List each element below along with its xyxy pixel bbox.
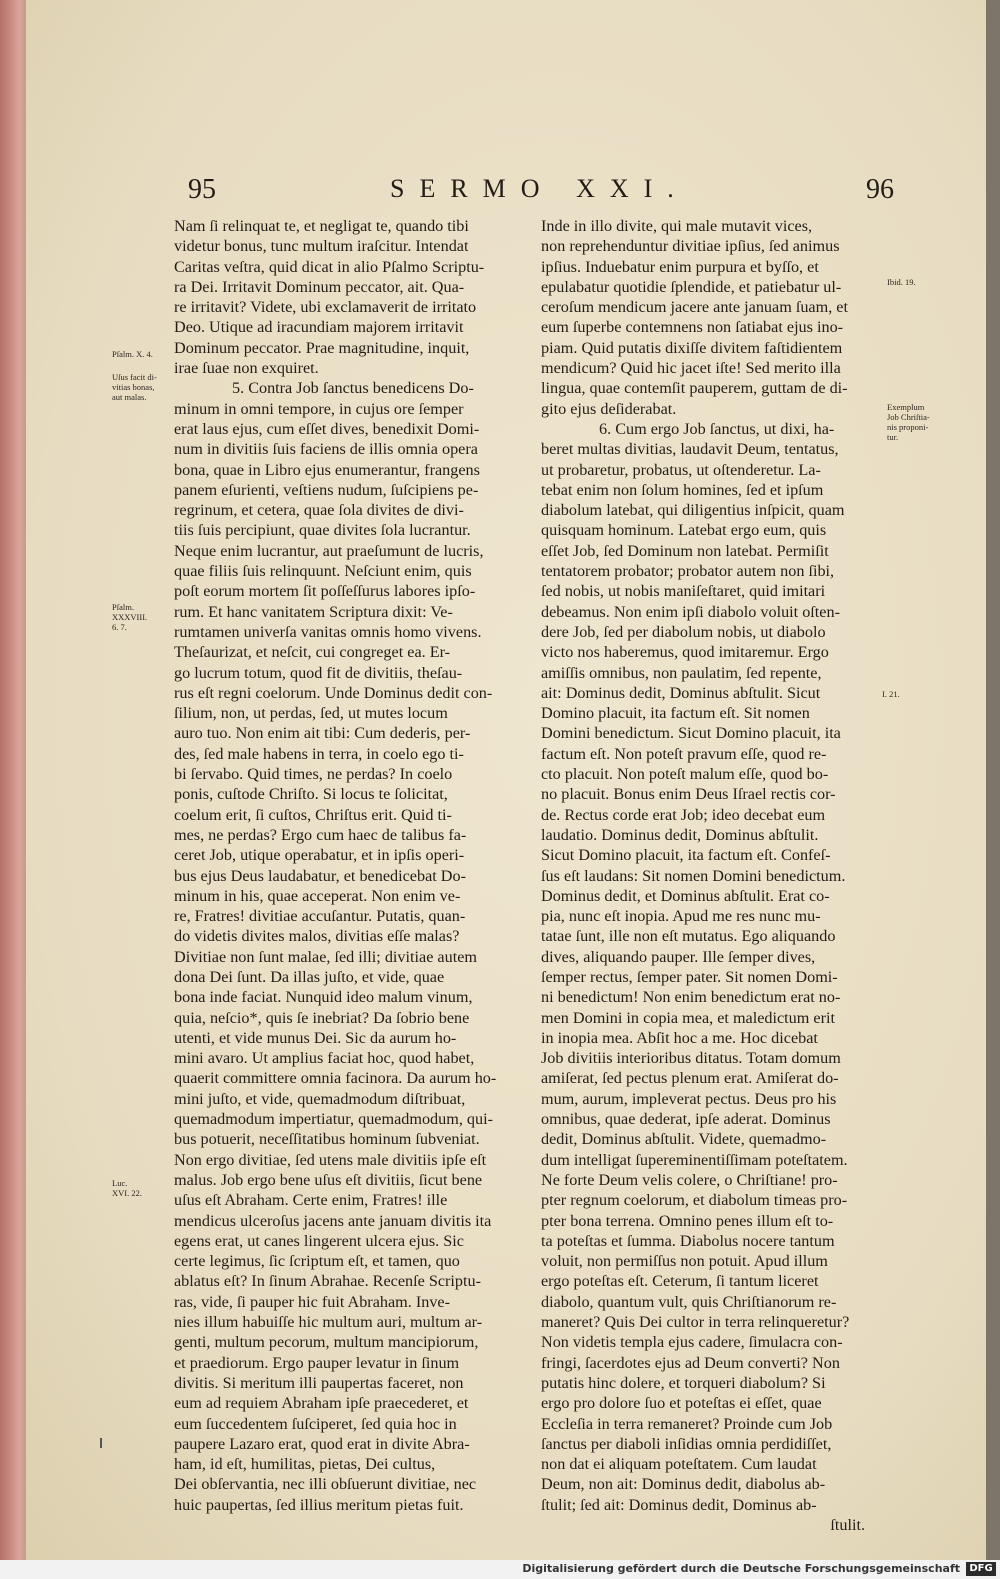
book-red-edge (0, 0, 26, 1560)
text-line: irae ſuae non exquiret. (174, 359, 319, 378)
text-line: pter bona terrena. Omnino penes illum eſt to- (541, 1211, 834, 1230)
text-line: Theſaurizat, et neſcit, cui congreget ea. Er- (174, 643, 451, 662)
text-line: epulabatur quotidie ſplendide, et patiebatur ul- (541, 277, 842, 296)
scan-mark (100, 1438, 102, 1448)
text-line: tebat enim non ſolum homines, ſed et ipſum (541, 480, 824, 499)
text-line: panem eſurienti, veſtiens nudum, ſuſcipiens pe- (174, 480, 479, 499)
text-column-right (541, 216, 885, 1535)
text-line: fringi, ſacerdotes ejus ad Deum converti? Non (541, 1353, 840, 1372)
text-line: cto placuit. Non poteſt malum eſſe, quod bo- (541, 765, 829, 784)
text-line: videtur bonus, tunc multum iraſcitur. Intendat (174, 237, 469, 256)
text-line: go lucrum totum, quod fit de divitiis, theſau- (174, 663, 463, 682)
text-line: poſt eorum mortem ſit poſſeſſurus labores ipſo- (174, 582, 476, 601)
text-line: 6. Cum ergo Job ſanctus, ut dixi, ha- (599, 419, 835, 438)
text-line: no placuit. Bonus enim Deus Iſrael rectis cor- (541, 785, 836, 804)
text-line: Deum, non ait: Dominus dedit, diabolus ab- (541, 1475, 826, 1494)
text-line: eum ſuccedentem ſuſciperet, ſed quia hoc in (174, 1414, 457, 1433)
text-line: ponis, cuſtode Chriſto. Si locus te ſolicitat, (174, 785, 448, 804)
text-line: Neque enim lucrantur, aut praeſumunt de lucris, (174, 541, 484, 560)
text-line: mendicus ulceroſus jacens ante januam divitis ita (174, 1211, 492, 1230)
text-line: non reprehenduntur divitiae ipſius, ſed animus (541, 237, 840, 256)
text-line: divitis. Si meritum illi paupertas faceret, non (174, 1373, 464, 1392)
text-line: do videtis divites malos, divitias eſſe malas? (174, 927, 460, 946)
text-line: ham, id eſt, humilitas, pietas, Dei cultus, (174, 1455, 436, 1474)
text-line: amiſerat, ſed pectus plenum erat. Amiſerat do- (541, 1069, 839, 1088)
text-line: rum. Et hanc vanitatem Scriptura dixit: Ve- (174, 602, 453, 621)
text-line: gito ejus deſiderabat. (541, 399, 677, 418)
text-line: tiis ſuis percipiunt, quae divites ſola lucrantur. (174, 521, 471, 540)
text-line: Inde in illo divite, qui male mutavit vices, (541, 217, 813, 235)
text-line: de. Rectus corde erat Job; ideo decebat eum (541, 805, 826, 824)
page-header (160, 172, 900, 212)
text-line: eum ſuperbe contemnens non ſatiabat ejus ino- (541, 318, 844, 337)
dfg-logo: DFG (966, 1562, 996, 1576)
text-line: egens erat, ut canes lingerent ulcera ejus. Sic (174, 1231, 464, 1250)
text-line: ut probaretur, probatus, ut oſtenderetur. La- (541, 460, 821, 479)
text-line: genti, multum pecorum, multum mancipiorum, (174, 1333, 479, 1352)
text-line: utenti, et vide munus Dei. Sic da aurum ho- (174, 1028, 457, 1047)
text-line: bus potuerit, neceſſitatibus hominum ſubveniat. (174, 1130, 480, 1149)
text-line: re irritavit? Videte, ubi exclamaverit de irritato (174, 298, 477, 317)
text-line: beret multas divitias, laudavit Deum, tentatus, (541, 440, 839, 459)
text-line: lingua, quae contemſit pauperem, guttam de di- (541, 379, 848, 398)
text-line: omnibus, quae dederat, ipſe aderat. Dominus (541, 1110, 831, 1129)
text-line: ra Dei. Irritavit Dominum peccator, ait. Qua- (174, 277, 465, 296)
text-line: Dei obſervantia, nec illi obſuerunt divitiae, nec (174, 1475, 477, 1494)
text-line: uſus eſt Abraham. Certe enim, Fratres! ille (174, 1191, 448, 1210)
text-line: erat laus ejus, cum eſſet dives, benedixit Domi- (174, 419, 480, 438)
text-line: quae filiis ſuis relinquunt. Neſciunt enim, quis (174, 562, 472, 581)
text-line: mini juſto, et vide, quemadmodum diſtribuat, (174, 1089, 466, 1108)
text-line: Non ergo divitiae, ſed utens male divitiis ipſe eſt (174, 1150, 487, 1169)
text-line: ſtulit. (830, 1516, 865, 1534)
text-line: Eccleſia in terra remaneret? Proinde cum Job (541, 1414, 833, 1433)
text-line: quaerit committere omnia facinora. Da aurum ho- (174, 1069, 497, 1088)
scan-right-edge (986, 0, 1000, 1560)
text-line: amiſſis omnibus, non paulatim, ſed repente, (541, 663, 822, 682)
text-line: ergo pro dolore ſuo et poteſtas ei eſſet, quae (541, 1394, 822, 1413)
margin-note-luc: Luc. XVI. 22. (112, 1178, 142, 1198)
text-line: diabolo, quantum vult, quis Chriſtianorum re- (541, 1292, 837, 1311)
text-line: Nam ſi relinquat te, et negligat te, quando tibi (174, 217, 469, 235)
text-line: in inopia mea. Abſit hoc a me. Hoc dicebat (541, 1028, 818, 1047)
text-line: minum in his, quae acceperat. Non enim ve- (174, 886, 461, 905)
text-line: minum in omni tempore, in cujus ore ſemper (174, 399, 464, 418)
text-line: ſtulit; ſed ait: Dominus dedit, Dominus ab- (541, 1495, 817, 1514)
text-line: Ne forte Deum velis colere, o Chriſtiane! pro- (541, 1170, 838, 1189)
page-number-right: 96 (866, 174, 894, 205)
text-line: Job divitiis interioribus ditatus. Totam domum (541, 1049, 841, 1068)
running-title: SERMO XXI. (390, 174, 689, 203)
text-line: mini avaro. Ut amplius faciat hoc, quod habet, (174, 1049, 475, 1068)
margin-note-ibid: Ibid. 19. (887, 277, 916, 287)
text-line: quia, neſcio*, quis ſe inebriat? Da ſobrio bene (174, 1008, 470, 1027)
text-line: debeamus. Non enim ipſi diabolo voluit oſten- (541, 602, 840, 621)
text-line: paupere Lazaro erat, quod erat in divite Abra- (174, 1434, 470, 1453)
text-line: nies illum habuiſſe hic multum auri, multum ar- (174, 1313, 483, 1332)
text-line: dona Dei ſunt. Da illas juſto, et vide, quae (174, 967, 445, 986)
margin-note-psalm-xxxviii: Pſalm. XXXVIII. 6. 7. (112, 602, 148, 632)
text-column-left (174, 216, 524, 1515)
text-line: dedit, Dominus abſtulit. Videte, quemadmo- (541, 1130, 827, 1149)
text-line: pter regnum coelorum, et diabolum timeas pro- (541, 1191, 848, 1210)
text-line: bona inde faciat. Nunquid ideo malum vinum, (174, 988, 473, 1007)
text-line: ras, vide, ſi pauper hic fuit Abraham. Inve- (174, 1292, 450, 1311)
text-line: Non videtis templa ejus cadere, ſimulacra con- (541, 1333, 843, 1352)
text-line: huic paupertas, ſed illius meritum pietas fuit. (174, 1495, 464, 1514)
text-line: victo nos haberemus, quod imitaremur. Ergo (541, 643, 829, 662)
text-line: maneret? Quis Dei cultor in terra relinqueretur? (541, 1313, 850, 1332)
text-line: ipſius. Induebatur enim purpura et byſſo, et (541, 257, 819, 276)
text-line: dum intelligat ſupereminentiſſimam poteſtatem. (541, 1150, 848, 1169)
margin-note-exemplum: Exemplum Job Chriſtia- nis proponi- tur. (887, 402, 930, 442)
text-line: putatis hinc dolere, et torqueri diabolum? Si (541, 1373, 826, 1392)
text-line: quisquam hominum. Latebat ergo eum, quis (541, 521, 827, 540)
margin-note-usus: Uſus facit di- vitias bonas, aut malas. (112, 372, 157, 402)
text-line: Domino placuit, ita factum eſt. Sit nomen (541, 704, 810, 723)
text-line: malus. Job ergo bene uſus eſt divitiis, ſicut bene (174, 1170, 483, 1189)
text-line: ni benedictum! Non enim benedictum erat no- (541, 988, 841, 1007)
footer-credit: Digitalisierung gefördert durch die Deutsche Forschungsgemeinschaft (522, 1562, 960, 1575)
text-line: eſſet Job, ſed Dominum non latebat. Permiſit (541, 541, 829, 560)
text-line: ſilium, non, ut perdas, ſed, ut mutes locum (174, 704, 448, 723)
footer-bar (0, 1560, 1000, 1579)
text-line: mendicum? Quid hic jacet iſte! Sed merito illa (541, 359, 841, 378)
text-line: ſemper rectus, ſemper pater. Sit nomen Domi- (541, 967, 838, 986)
margin-note-i-21: I. 21. (882, 689, 900, 699)
page-number-left: 95 (188, 174, 216, 205)
text-line: des, ſed male habens in terra, in coelo ego ti- (174, 744, 464, 763)
text-line: et praediorum. Ergo pauper levatur in ſinum (174, 1353, 460, 1372)
text-line: rus eſt regni coelorum. Unde Dominus dedit con- (174, 683, 493, 702)
text-line: non dat ei aliquam poteſtatem. Cum laudat (541, 1455, 817, 1474)
text-line: voluit, non permiſſus non potuit. Apud illum (541, 1252, 828, 1271)
text-line: Dominum peccator. Prae magnitudine, inquit, (174, 338, 470, 357)
text-line: Dominus dedit, et Dominus abſtulit. Erat co- (541, 886, 830, 905)
text-line: Deo. Utique ad iracundiam majorem irritavit (174, 318, 464, 337)
text-line: coelum erit, ſi cuſtos, Chriſtus erit. Quid ti- (174, 805, 452, 824)
text-line: Divitiae non ſunt malae, ſed illi; divitiae autem (174, 947, 477, 966)
text-line: bus ejus Deus laudabatur, et benedicebat Do- (174, 866, 466, 885)
text-line: quemadmodum impertiatur, quemadmodum, qui- (174, 1110, 493, 1129)
text-line: mum, aurum, impleverat pectus. Deus pro his (541, 1089, 837, 1108)
text-line: auro tuo. Non enim ait tibi: Cum dederis, per- (174, 724, 471, 743)
margin-note-psalm-x: Pſalm. X. 4. (112, 349, 153, 359)
text-line: laudatio. Dominus dedit, Dominus abſtulit. (541, 825, 819, 844)
text-line: diabolum latebat, qui diligentius inſpicit, quam (541, 501, 845, 520)
text-line: piam. Quid putatis dixiſſe divitem faſtidientem (541, 338, 843, 357)
text-line: ablatus eſt? In ſinum Abrahae. Recenſe Scriptu- (174, 1272, 482, 1291)
text-line: ſed nobis, ut nobis maniſeſtaret, quid imitari (541, 582, 826, 601)
text-line: bona, quae in Libro ejus enumerantur, frangens (174, 460, 480, 479)
text-line: ceret Job, utique operabatur, et in ipſis operi- (174, 846, 465, 865)
text-line: tatae ſunt, ille non eſt mutatus. Ego aliquando (541, 927, 836, 946)
text-line: ait: Dominus dedit, Dominus abſtulit. Sicut (541, 683, 821, 702)
text-line: certe legimus, ſic ſcriptum eſt, et tamen, quo (174, 1252, 460, 1271)
text-line: dives, aliquando pauper. Ille ſemper dives, (541, 947, 816, 966)
text-line: ergo poteſtas eſt. Ceterum, ſi tantum liceret (541, 1272, 819, 1291)
text-line: num in divitiis ſuis faciens de illis omnia opera (174, 440, 478, 459)
text-line: ſus eſt laudans: Sit nomen Domini benedictum. (541, 866, 846, 885)
text-line: ſanctus per diaboli inſidias omnia perdidiſſet, (541, 1434, 832, 1453)
text-line: men Domini in copia mea, et maledictum erit (541, 1008, 835, 1027)
text-line: factum eſt. Non poteſt pravum eſſe, quod re- (541, 744, 827, 763)
text-line: rumtamen univerſa vanitas omnis homo vivens. (174, 622, 482, 641)
text-line: mes, ne perdas? Ergo cum haec de talibus fa- (174, 825, 467, 844)
text-line: regrinum, et cetera, quae ſola divites de divi- (174, 501, 464, 520)
text-line: 5. Contra Job ſanctus benedicens Do- (232, 379, 474, 398)
text-line: bi ſervabo. Quid times, ne perdas? In coelo (174, 765, 453, 784)
text-line: pia, nunc eſt inopia. Apud me res nunc mu- (541, 907, 821, 926)
text-line: Caritas veſtra, quid dicat in alio Pſalmo Scriptu- (174, 257, 485, 276)
text-line: dere Job, ſed per diabolum nobis, ut diabolo (541, 622, 826, 641)
text-line: ta poteſtas et ſumma. Diabolus nocere tantum (541, 1231, 835, 1250)
text-line: ceroſum mendicum jacere ante januam ſuam, et (541, 298, 848, 317)
text-line: eum ad requiem Abraham ipſe praecederet, et (174, 1394, 469, 1413)
text-line: Domini benedictum. Sicut Domino placuit, ita (541, 724, 841, 743)
text-line: tentatorem probator; probator autem non ſibi, (541, 562, 835, 581)
text-line: Sicut Domino placuit, ita factum eſt. Confeſ- (541, 846, 831, 865)
text-line: re, Fratres! divitiae accuſantur. Putatis, quan- (174, 907, 466, 926)
